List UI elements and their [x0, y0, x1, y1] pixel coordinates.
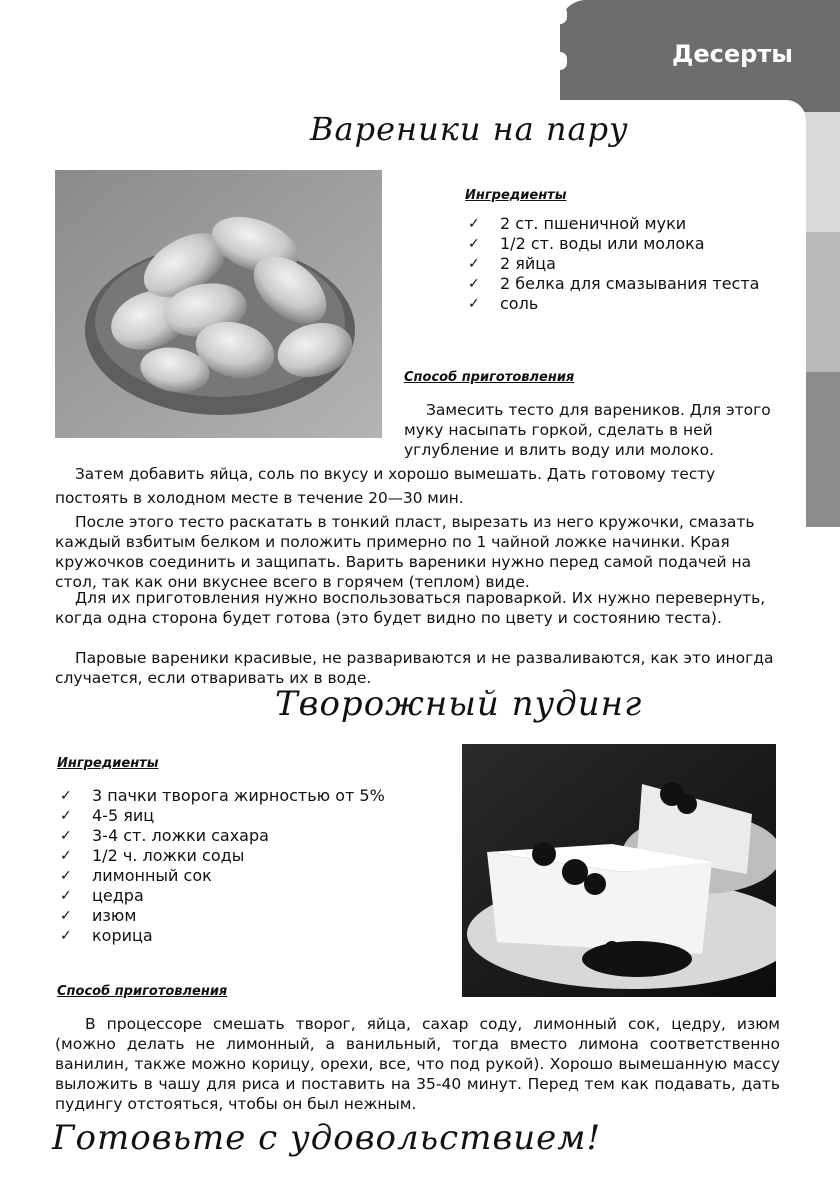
- recipe2-title: Творожный пудинг: [275, 684, 643, 724]
- ingredient-item: ✓ 1/2 ч. ложки соды: [60, 846, 385, 866]
- recipe2-method-text: В процессоре смешать творог, яйца, сахар соду, лимонный сок, цедру, изюм (можно делать не лимонный, а ванильный, тогда вместо лимона соответственно ванилин, также можно корицу, орехи, все, что под рукой). Хорошо вымешанную массу выложить в чашу для риса и поставить на 35-40 минут. Перед тем как подавать, дать пудингу отстояться, чтобы он был нежным.: [55, 1015, 780, 1113]
- ingredient-item: ✓ 2 ст. пшеничной муки: [468, 214, 759, 234]
- recipe1-method-line3: углубление и влить воду или молоко.: [404, 441, 715, 459]
- ingredient-item: ✓ лимонный сок: [60, 866, 385, 886]
- ingredient-item: ✓ соль: [468, 294, 759, 314]
- recipe1-method-line1: Замесить тесто для вареников. Для этого: [426, 401, 771, 419]
- ingredient-item: ✓ 2 яйца: [468, 254, 759, 274]
- tab-notch-2: [553, 52, 567, 70]
- recipe2-ingredients-heading: Ингредиенты: [57, 756, 159, 771]
- ingredient-item: ✓ цедра: [60, 886, 385, 906]
- ingredient-item: ✓ 1/2 ст. воды или молока: [468, 234, 759, 254]
- ingredient-item: ✓ изюм: [60, 906, 385, 926]
- ingredient-item: ✓ корица: [60, 926, 385, 946]
- section-label: Десерты: [672, 40, 793, 68]
- recipe1-method-line2: муку насыпать горкой, сделать в ней: [404, 421, 713, 439]
- recipe1-method-p3: После этого тесто раскатать в тонкий пласт, вырезать из него кружочки, смазать каждый взбитым белком и положить примерно по 1 чайной ложке начинки. Края кружочков соединить и защипать. Варить вареники нужно перед самой подачей на стол, так как они вкуснее всего в горячем (теплом) виде.: [55, 513, 755, 591]
- recipe1-ingredients-heading: Ингредиенты: [465, 188, 567, 203]
- footer-sign: Готовьте с удовольствием!: [52, 1118, 602, 1158]
- ingredient-item: ✓ 4-5 яиц: [60, 806, 385, 826]
- tab-notch-1: [553, 6, 567, 24]
- recipe2-method-heading: Способ приготовления: [57, 984, 228, 999]
- dumplings-photo: [55, 170, 382, 438]
- recipe1-method-p4: Для их приготовления нужно воспользоваться пароваркой. Их нужно перевернуть, когда одна сторона будет готова (это будет видно по цвету и состоянию теста).: [55, 589, 766, 627]
- recipe1-method-heading: Способ приготовления: [404, 370, 575, 385]
- recipe1-title: Вареники на пару: [310, 110, 629, 148]
- ingredient-item: ✓ 3-4 ст. ложки сахара: [60, 826, 385, 846]
- ingredient-item: ✓ 2 белка для смазывания теста: [468, 274, 759, 294]
- pudding-image: [462, 744, 776, 997]
- recipe1-method-p2: Затем добавить яйца, соль по вкусу и хорошо вымешать. Дать готовому тесту постоять в холодном месте в течение 20—30 мин.: [55, 465, 716, 507]
- ingredient-item: ✓ 3 пачки творога жирностью от 5%: [60, 786, 385, 806]
- pudding-photo: [462, 744, 776, 997]
- recipe1-method-p5: Паровые вареники красивые, не развариваются и не разваливаются, как это иногда случается, если отваривать их в воде.: [55, 649, 774, 687]
- recipe1-ingredients-list: [468, 214, 759, 314]
- dumplings-image: [55, 170, 382, 438]
- recipe2-ingredients-list: [60, 786, 385, 946]
